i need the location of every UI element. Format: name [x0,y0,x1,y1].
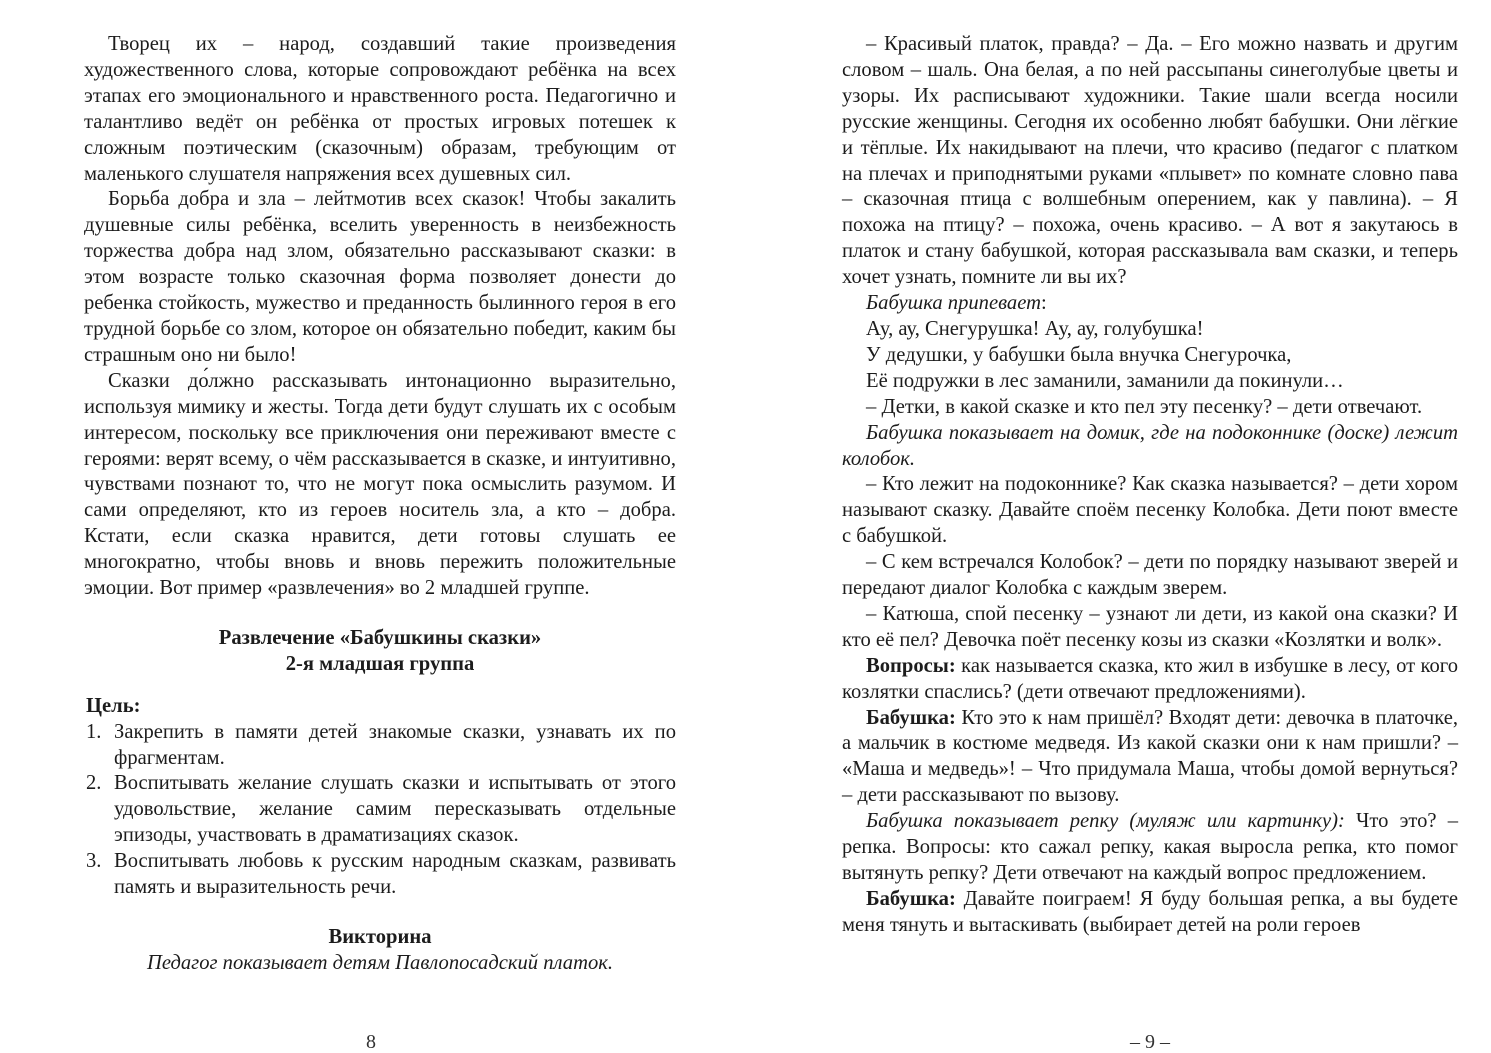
verse-line: У дедушки, у бабушки была внучка Снегурочка, [866,343,1292,366]
right-page [842,32,1458,939]
list-text: Воспитывать желание слушать сказки и испытывать от этого удовольствие, желание самим пересказывать отдельные эпизоды, участвовать в драматизациях сказок. [114,772,676,847]
paragraph: Борьба добра и зла – лейтмотив всех сказок! Чтобы закалить душевные силы ребёнка, вселить уверенность в неизбежность торжества добра над злом, обязательно рассказывают сказки: в этом возрасте только сказочная форма позволяет донести до ребенка стойкость, мужество и преданность былинного героя в его трудной борьбе со злом, которое он обязательно победит, каким бы страшным оно ни было! [84,188,676,366]
section-subheading: 2-я младшая группа [285,652,475,675]
paragraph: – Красивый платок, правда? – Да. – Его можно назвать и другим словом – шаль. Она белая, а по ней рассыпаны синеголубые цветы и узоры. Их расписывают художники. Такие шали всегда носили русские женщины. Сегодня их особенно любят бабушки. Они лёгкие и тёплые. Их накидывают на плечи, что красиво (педагог с платком на плечах и приподнятыми руками «плывет» по комнате словно пава – сказочная птица с волшебным оперением, как у павлина). – Я похожа на птицу? – похожа, очень красиво. – А вот я закутаюсь в платок и стану бабушкой, которая рассказывала вам сказки, и теперь хочет узнать, помните ли вы их? [842,33,1458,289]
list-item [84,849,676,901]
questions-text: как называется сказка, кто жил в избушке в лесу, от кого козлятки спаслись? (дети отвечают предложениями). [842,654,1458,703]
speaker-label: Бабушка: [866,706,956,729]
quiz-note: Педагог показывает детям Павлопосадский платок. [146,951,614,974]
list-item [84,771,676,849]
goals-list [84,720,676,901]
sings-colon: : [1040,292,1047,315]
paragraph: – Детки, в какой сказке и кто пел эту песенку? – дети отвечают. [866,395,1423,418]
paragraph [842,706,1458,810]
questions-label: Вопросы: [866,654,956,677]
paragraph: – С кем встречался Колобок? – дети по порядку называют зверей и передают диалог Колобка с каждым зверем. [842,551,1458,600]
stage-direction: Бабушка показывает на домик, где на подоконнике (доске) лежит колобок. [842,421,1458,470]
quiz-heading: Викторина [328,926,432,948]
paragraph [842,654,1458,706]
left-page [84,32,676,977]
stage-direction: Бабушка показывает репку (муляж или картинку): [866,810,1345,833]
stage-direction [842,291,1458,317]
speaker-text: Давайте поиграем! Я буду большая репка, а вы будете меня тянуть и вытаскивать (выбирает детей на роли героев [842,887,1458,936]
list-text: Закрепить в памяти детей знакомые сказки, узнавать их по фрагментам. [114,720,676,769]
section-heading: Развлечение «Бабушкины сказки» [218,626,542,649]
list-number: 2. [86,772,102,795]
list-item [84,720,676,772]
paragraph [842,809,1458,887]
verse-line: Ау, ау, Снегурушка! Ау, ау, голубушка! [866,317,1204,340]
paragraph [842,887,1458,939]
paragraph: Сказки до́лжно рассказывать интонационно выразительно, используя мимику и жесты. Тогда дети будут слушать их с особым интересом, поскольку все приключения они переживают вместе с героями: верят всему, о чём рассказывается в сказке, и интуитивно, чувствами познают то, что не могут пока осмыслить разумом. И сами определяют, кто из героев носитель зла, а кто – добра. Кстати, если сказка нравится, дети готовы слушать ее многократно, чтобы вновь и вновь пережить положительные эмоции. Вот пример «развлечения» во 2 младшей группе. [84,369,676,600]
sings-label: Бабушка припевает [866,292,1041,315]
speaker-text: Кто это к нам пришёл? Входят дети: девочка в платочке, а мальчик в костюме медведя. Из какой сказки они к нам пришли? – «Маша и медведь»! – Что придумала Маша, чтобы домой вернуться? – дети рассказывают по вызову. [842,706,1458,807]
verse-line: Её подружки в лес заманили, заманили да покинули… [866,369,1344,392]
paragraph: – Кто лежит на подоконнике? Как сказка называется? – дети хором называют сказку. Давайте споём песенку Колобка. Дети поют вместе с бабушкой. [842,473,1458,548]
paragraph: Творец их – народ, создавший такие произведения художественного слова, которые сопровождают ребёнка на всех этапах его эмоционального и нравственного роста. Педагогично и талантливо ведёт он ребёнка от простых игровых потешек к сложным поэтическим (сказочным) образам, требующим от маленького слушателя напряжения всех душевных сил. [84,33,676,185]
list-number: 3. [86,850,102,873]
list-text: Воспитывать любовь к русским народным сказкам, развивать память и выразительность речи. [114,850,676,899]
page-number: 8 [366,1031,376,1053]
goal-label: Цель: [86,694,141,717]
speaker-label: Бабушка: [866,887,956,910]
page-number: – 9 – [1130,1031,1170,1053]
speaker-text: Что это? – репка. Вопросы: кто сажал репку, какая выросла репка, кто помог вытянуть репку? Дети отвечают на каждый вопрос предложением. [842,810,1459,884]
list-number: 1. [86,720,102,743]
paragraph: – Катюша, спой песенку – узнают ли дети, из какой она сказки? И кто её пел? Девочка поёт песенку козы из сказки «Козлятки и волк». [842,602,1458,651]
